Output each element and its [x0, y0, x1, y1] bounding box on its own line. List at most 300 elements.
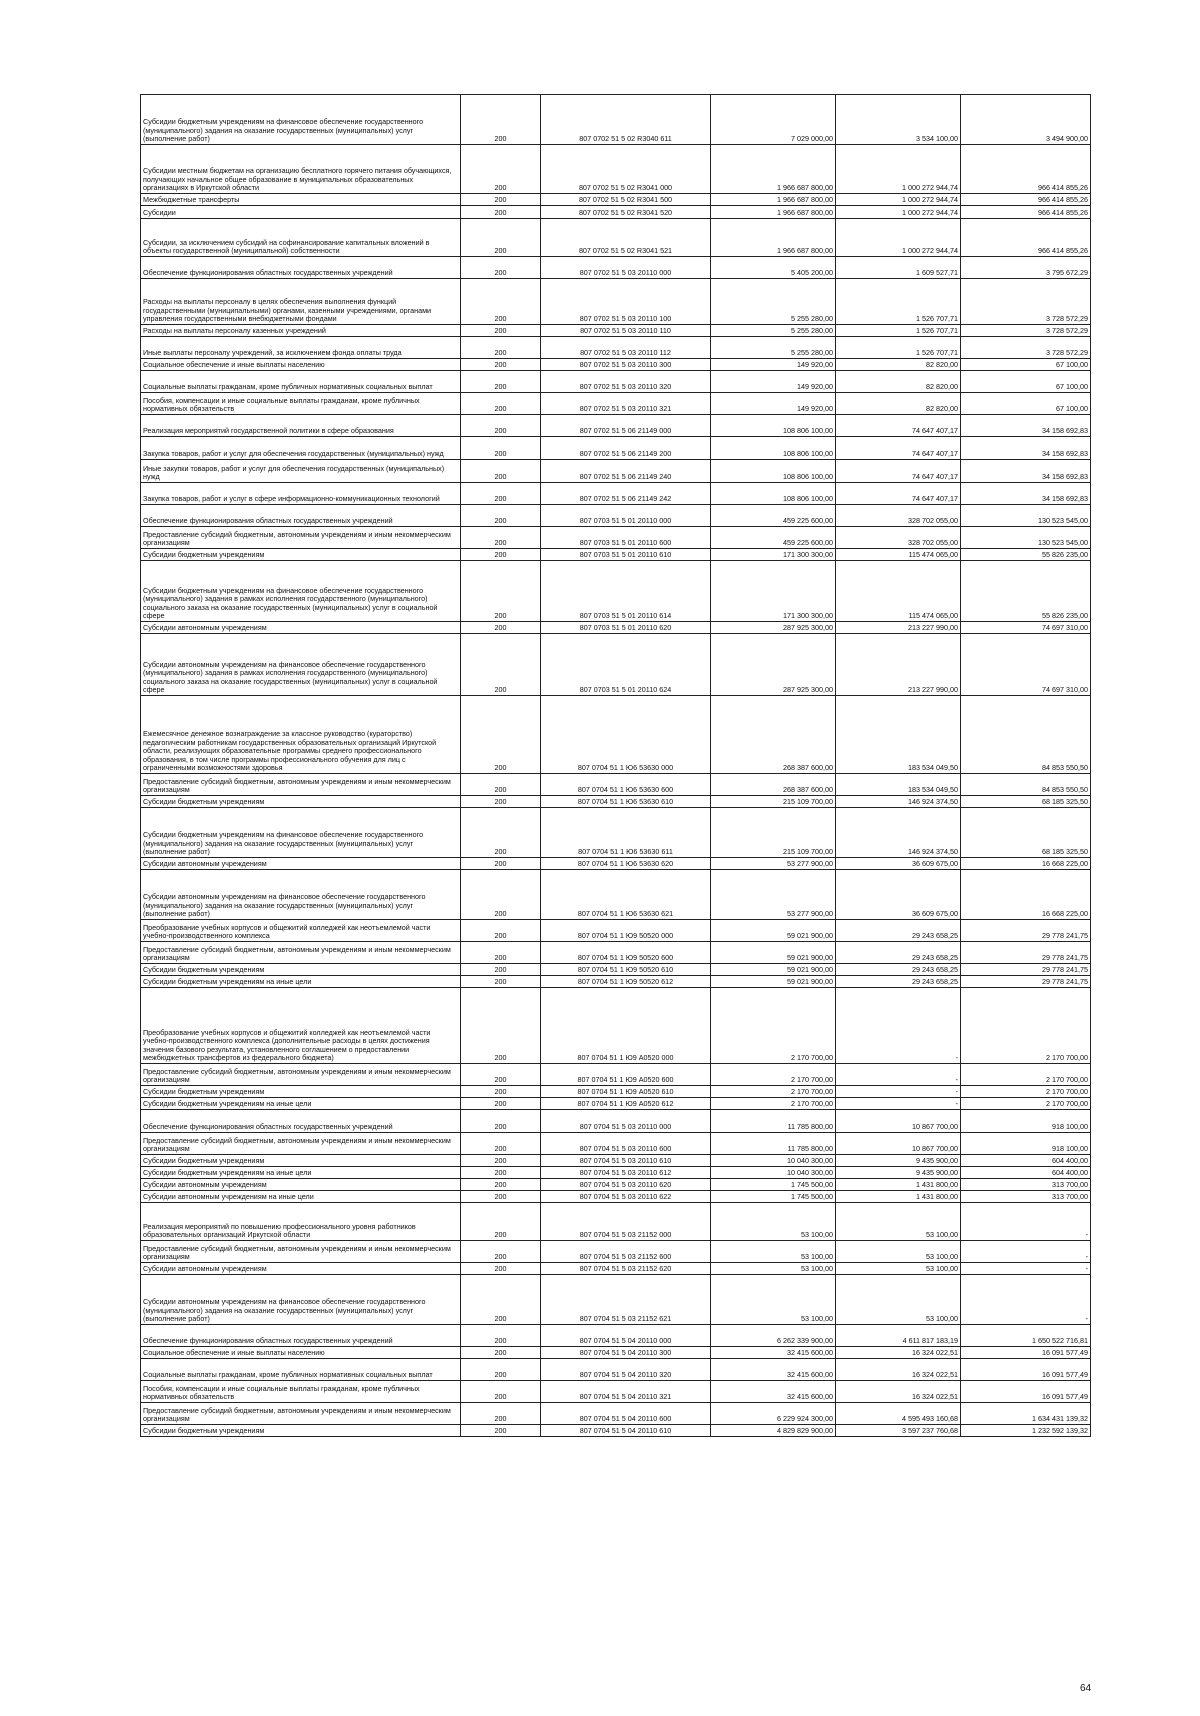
- approved-amount-cell: 149 920,00: [711, 393, 836, 415]
- table-row: [141, 527, 1091, 549]
- line-code-cell: 200: [461, 337, 541, 359]
- executed-amount-cell: 16 324 022,51: [836, 1359, 961, 1381]
- table-row: [141, 796, 1091, 808]
- expense-name-cell: Закупка товаров, работ и услуг для обеспечения государственных (муниципальных) нужд: [141, 437, 461, 460]
- expense-name-cell: Реализация мероприятий по повышению профессионального уровня работников образовательных организаций Иркутской области: [141, 1203, 461, 1241]
- approved-amount-cell: 5 255 280,00: [711, 337, 836, 359]
- expense-name-cell: Субсидии бюджетным учреждениям: [141, 964, 461, 976]
- line-code-cell: 200: [461, 622, 541, 634]
- approved-amount-cell: 53 100,00: [711, 1275, 836, 1325]
- executed-amount-cell: 328 702 055,00: [836, 505, 961, 527]
- expense-name-cell: Субсидии местным бюджетам на организацию бесплатного горячего питания обучающихся, получающих начальное общее образование в муниципальных образовательных организациях в Иркутской области: [141, 145, 461, 194]
- line-code-cell: 200: [461, 194, 541, 206]
- expense-name-cell: Социальные выплаты гражданам, кроме публичных нормативных социальных выплат: [141, 371, 461, 393]
- executed-amount-cell: 53 100,00: [836, 1263, 961, 1275]
- table-row: [141, 549, 1091, 561]
- budget-class-code-cell: 807 0704 51 1 Ю9 50520 612: [541, 976, 711, 988]
- budget-class-code-cell: 807 0703 51 5 01 20110 610: [541, 549, 711, 561]
- budget-class-code-cell: 807 0704 51 5 04 20110 000: [541, 1325, 711, 1347]
- expense-name-cell: Пособия, компенсации и иные социальные выплаты гражданам, кроме публичных нормативных обязательств: [141, 1381, 461, 1403]
- line-code-cell: 200: [461, 527, 541, 549]
- table-row: [141, 483, 1091, 505]
- expense-name-cell: Субсидии автономным учреждениям на финансовое обеспечение государственного (муниципального) задания в рамках исполнения государственного (муниципального) социального заказа на оказание государственных (муниципальных) услуг в социальной сфере: [141, 634, 461, 696]
- approved-amount-cell: 6 262 339 900,00: [711, 1325, 836, 1347]
- approved-amount-cell: 59 021 900,00: [711, 964, 836, 976]
- expense-name-cell: Предоставление субсидий бюджетным, автономным учреждениям и иным некоммерческим организациям: [141, 774, 461, 796]
- approved-amount-cell: 32 415 600,00: [711, 1381, 836, 1403]
- expense-name-cell: Социальное обеспечение и иные выплаты населению: [141, 1347, 461, 1359]
- budget-class-code-cell: 807 0702 51 5 03 20110 300: [541, 359, 711, 371]
- table-row: [141, 257, 1091, 279]
- line-code-cell: 200: [461, 460, 541, 483]
- table-row: [141, 1425, 1091, 1437]
- line-code-cell: 200: [461, 325, 541, 337]
- table-row: [141, 460, 1091, 483]
- unexecuted-amount-cell: 29 778 241,75: [961, 964, 1091, 976]
- budget-class-code-cell: 807 0704 51 1 Ю6 53630 000: [541, 696, 711, 774]
- unexecuted-amount-cell: 29 778 241,75: [961, 976, 1091, 988]
- unexecuted-amount-cell: 3 728 572,29: [961, 337, 1091, 359]
- unexecuted-amount-cell: 16 091 577,49: [961, 1381, 1091, 1403]
- budget-class-code-cell: 807 0704 51 5 03 21152 600: [541, 1241, 711, 1263]
- budget-class-code-cell: 807 0704 51 5 04 20110 610: [541, 1425, 711, 1437]
- approved-amount-cell: 215 109 700,00: [711, 808, 836, 858]
- expense-name-cell: Субсидии бюджетным учреждениям: [141, 549, 461, 561]
- expense-name-cell: Субсидии автономным учреждениям: [141, 1179, 461, 1191]
- line-code-cell: 200: [461, 1403, 541, 1425]
- line-code-cell: 200: [461, 1086, 541, 1098]
- line-code-cell: 200: [461, 964, 541, 976]
- table-row: [141, 1275, 1091, 1325]
- table-row: [141, 206, 1091, 219]
- line-code-cell: 200: [461, 988, 541, 1064]
- table-row: [141, 1155, 1091, 1167]
- expense-name-cell: Обеспечение функционирования областных государственных учреждений: [141, 1325, 461, 1347]
- executed-amount-cell: 1 431 800,00: [836, 1191, 961, 1203]
- executed-amount-cell: 4 595 493 160,68: [836, 1403, 961, 1425]
- budget-class-code-cell: 807 0704 51 5 03 20110 600: [541, 1133, 711, 1155]
- line-code-cell: 200: [461, 858, 541, 870]
- expense-name-cell: Субсидии бюджетным учреждениям: [141, 1425, 461, 1437]
- line-code-cell: 200: [461, 279, 541, 325]
- unexecuted-amount-cell: 2 170 700,00: [961, 1064, 1091, 1086]
- budget-class-code-cell: 807 0702 51 5 03 20110 110: [541, 325, 711, 337]
- approved-amount-cell: 2 170 700,00: [711, 988, 836, 1064]
- unexecuted-amount-cell: 1 232 592 139,32: [961, 1425, 1091, 1437]
- executed-amount-cell: 16 324 022,51: [836, 1381, 961, 1403]
- table-row: [141, 194, 1091, 206]
- unexecuted-amount-cell: 604 400,00: [961, 1155, 1091, 1167]
- unexecuted-amount-cell: 34 158 692,83: [961, 460, 1091, 483]
- budget-class-code-cell: 807 0702 51 5 02 R3041 000: [541, 145, 711, 194]
- budget-class-code-cell: 807 0704 51 5 03 20110 622: [541, 1191, 711, 1203]
- unexecuted-amount-cell: 67 100,00: [961, 393, 1091, 415]
- table-row: [141, 942, 1091, 964]
- approved-amount-cell: 32 415 600,00: [711, 1347, 836, 1359]
- table-row: [141, 219, 1091, 257]
- table-row: [141, 634, 1091, 696]
- budget-class-code-cell: 807 0702 51 5 03 20110 321: [541, 393, 711, 415]
- expense-name-cell: Предоставление субсидий бюджетным, автономным учреждениям и иным некоммерческим организациям: [141, 1133, 461, 1155]
- unexecuted-amount-cell: 966 414 855,26: [961, 219, 1091, 257]
- executed-amount-cell: 53 100,00: [836, 1203, 961, 1241]
- budget-class-code-cell: 807 0704 51 5 04 20110 321: [541, 1381, 711, 1403]
- line-code-cell: 200: [461, 219, 541, 257]
- expense-name-cell: Предоставление субсидий бюджетным, автономным учреждениям и иным некоммерческим организациям: [141, 1403, 461, 1425]
- executed-amount-cell: 328 702 055,00: [836, 527, 961, 549]
- line-code-cell: 200: [461, 1203, 541, 1241]
- approved-amount-cell: 287 925 300,00: [711, 634, 836, 696]
- line-code-cell: 200: [461, 1275, 541, 1325]
- line-code-cell: 200: [461, 1263, 541, 1275]
- line-code-cell: 200: [461, 257, 541, 279]
- unexecuted-amount-cell: 2 170 700,00: [961, 1086, 1091, 1098]
- budget-class-code-cell: 807 0703 51 5 01 20110 624: [541, 634, 711, 696]
- table-row: [141, 371, 1091, 393]
- expense-name-cell: Субсидии бюджетным учреждениям: [141, 1086, 461, 1098]
- budget-class-code-cell: 807 0703 51 5 01 20110 000: [541, 505, 711, 527]
- approved-amount-cell: 268 387 600,00: [711, 774, 836, 796]
- line-code-cell: 200: [461, 145, 541, 194]
- table-row: [141, 1325, 1091, 1347]
- approved-amount-cell: 171 300 300,00: [711, 549, 836, 561]
- unexecuted-amount-cell: -: [961, 1203, 1091, 1241]
- budget-class-code-cell: 807 0702 51 5 02 R3041 521: [541, 219, 711, 257]
- budget-execution-table: [140, 94, 1091, 1437]
- approved-amount-cell: 59 021 900,00: [711, 976, 836, 988]
- budget-class-code-cell: 807 0702 51 5 03 20110 112: [541, 337, 711, 359]
- line-code-cell: 200: [461, 920, 541, 942]
- table-row: [141, 279, 1091, 325]
- approved-amount-cell: 59 021 900,00: [711, 920, 836, 942]
- unexecuted-amount-cell: 55 826 235,00: [961, 549, 1091, 561]
- budget-class-code-cell: 807 0702 51 5 06 21149 242: [541, 483, 711, 505]
- executed-amount-cell: 9 435 900,00: [836, 1167, 961, 1179]
- approved-amount-cell: 5 255 280,00: [711, 325, 836, 337]
- table-row: [141, 1179, 1091, 1191]
- approved-amount-cell: 7 029 000,00: [711, 95, 836, 145]
- unexecuted-amount-cell: 16 668 225,00: [961, 870, 1091, 920]
- expense-name-cell: Субсидии бюджетным учреждениям на финансовое обеспечение государственного (муниципального) задания на оказание государственных (муниципальных) услуг (выполнение работ): [141, 808, 461, 858]
- approved-amount-cell: 108 806 100,00: [711, 415, 836, 437]
- budget-class-code-cell: 807 0702 51 5 02 R3041 520: [541, 206, 711, 219]
- budget-class-code-cell: 807 0703 51 5 01 20110 600: [541, 527, 711, 549]
- expense-name-cell: Субсидии бюджетным учреждениям на иные цели: [141, 976, 461, 988]
- approved-amount-cell: 32 415 600,00: [711, 1359, 836, 1381]
- unexecuted-amount-cell: 55 826 235,00: [961, 561, 1091, 622]
- unexecuted-amount-cell: -: [961, 1275, 1091, 1325]
- budget-class-code-cell: 807 0703 51 5 01 20110 620: [541, 622, 711, 634]
- table-row: [141, 696, 1091, 774]
- table-row: [141, 988, 1091, 1064]
- budget-class-code-cell: 807 0702 51 5 06 21149 200: [541, 437, 711, 460]
- executed-amount-cell: 1 000 272 944,74: [836, 145, 961, 194]
- expense-name-cell: Предоставление субсидий бюджетным, автономным учреждениям и иным некоммерческим организациям: [141, 527, 461, 549]
- expense-name-cell: Субсидии автономным учреждениям: [141, 1263, 461, 1275]
- line-code-cell: 200: [461, 1241, 541, 1263]
- unexecuted-amount-cell: 966 414 855,26: [961, 194, 1091, 206]
- unexecuted-amount-cell: 84 853 550,50: [961, 696, 1091, 774]
- approved-amount-cell: 5 405 200,00: [711, 257, 836, 279]
- executed-amount-cell: 82 820,00: [836, 393, 961, 415]
- approved-amount-cell: 108 806 100,00: [711, 460, 836, 483]
- approved-amount-cell: 10 040 300,00: [711, 1155, 836, 1167]
- table-row: [141, 145, 1091, 194]
- executed-amount-cell: 146 924 374,50: [836, 808, 961, 858]
- budget-class-code-cell: 807 0704 51 1 Ю9 А0520 000: [541, 988, 711, 1064]
- executed-amount-cell: 82 820,00: [836, 359, 961, 371]
- expense-name-cell: Субсидии: [141, 206, 461, 219]
- executed-amount-cell: 213 227 990,00: [836, 622, 961, 634]
- expense-name-cell: Иные закупки товаров, работ и услуг для обеспечения государственных (муниципальных) нужд: [141, 460, 461, 483]
- unexecuted-amount-cell: 130 523 545,00: [961, 527, 1091, 549]
- expense-name-cell: Предоставление субсидий бюджетным, автономным учреждениям и иным некоммерческим организациям: [141, 1064, 461, 1086]
- table-row: [141, 808, 1091, 858]
- table-row: [141, 505, 1091, 527]
- approved-amount-cell: 11 785 800,00: [711, 1133, 836, 1155]
- expense-name-cell: Реализация мероприятий государственной политики в сфере образования: [141, 415, 461, 437]
- approved-amount-cell: 4 829 829 900,00: [711, 1425, 836, 1437]
- expense-name-cell: Обеспечение функционирования областных государственных учреждений: [141, 257, 461, 279]
- expense-name-cell: Предоставление субсидий бюджетным, автономным учреждениям и иным некоммерческим организациям: [141, 1241, 461, 1263]
- table-row: [141, 774, 1091, 796]
- expense-name-cell: Закупка товаров, работ и услуг в сфере информационно-коммуникационных технологий: [141, 483, 461, 505]
- unexecuted-amount-cell: 34 158 692,83: [961, 415, 1091, 437]
- approved-amount-cell: 53 100,00: [711, 1203, 836, 1241]
- table-row: [141, 1203, 1091, 1241]
- expense-name-cell: Социальные выплаты гражданам, кроме публичных нормативных социальных выплат: [141, 1359, 461, 1381]
- line-code-cell: 200: [461, 870, 541, 920]
- executed-amount-cell: 36 609 675,00: [836, 858, 961, 870]
- expense-name-cell: Субсидии бюджетным учреждениям: [141, 1155, 461, 1167]
- approved-amount-cell: 6 229 924 300,00: [711, 1403, 836, 1425]
- table-row: [141, 1110, 1091, 1133]
- unexecuted-amount-cell: 16 091 577,49: [961, 1347, 1091, 1359]
- expense-name-cell: Иные выплаты персоналу учреждений, за исключением фонда оплаты труда: [141, 337, 461, 359]
- budget-class-code-cell: 807 0702 51 5 02 R3040 611: [541, 95, 711, 145]
- table-row: [141, 1167, 1091, 1179]
- expense-name-cell: Субсидии автономным учреждениям на финансовое обеспечение государственного (муниципального) задания на оказание государственных (муниципальных) услуг (выполнение работ): [141, 870, 461, 920]
- line-code-cell: 200: [461, 634, 541, 696]
- approved-amount-cell: 108 806 100,00: [711, 437, 836, 460]
- unexecuted-amount-cell: 29 778 241,75: [961, 920, 1091, 942]
- budget-class-code-cell: 807 0703 51 5 01 20110 614: [541, 561, 711, 622]
- budget-class-code-cell: 807 0704 51 1 Ю6 53630 611: [541, 808, 711, 858]
- approved-amount-cell: 53 277 900,00: [711, 858, 836, 870]
- approved-amount-cell: 59 021 900,00: [711, 942, 836, 964]
- expense-name-cell: Субсидии автономным учреждениям на иные цели: [141, 1191, 461, 1203]
- unexecuted-amount-cell: 16 091 577,49: [961, 1359, 1091, 1381]
- executed-amount-cell: 3 534 100,00: [836, 95, 961, 145]
- expense-name-cell: Субсидии бюджетным учреждениям: [141, 796, 461, 808]
- line-code-cell: 200: [461, 1325, 541, 1347]
- approved-amount-cell: 2 170 700,00: [711, 1064, 836, 1086]
- line-code-cell: 200: [461, 359, 541, 371]
- budget-class-code-cell: 807 0704 51 1 Ю9 50520 610: [541, 964, 711, 976]
- unexecuted-amount-cell: 74 697 310,00: [961, 622, 1091, 634]
- executed-amount-cell: 29 243 658,25: [836, 964, 961, 976]
- executed-amount-cell: 1 000 272 944,74: [836, 194, 961, 206]
- approved-amount-cell: 2 170 700,00: [711, 1098, 836, 1110]
- budget-class-code-cell: 807 0704 51 1 Ю6 53630 600: [541, 774, 711, 796]
- approved-amount-cell: 2 170 700,00: [711, 1086, 836, 1098]
- approved-amount-cell: 1 745 500,00: [711, 1179, 836, 1191]
- line-code-cell: 200: [461, 1110, 541, 1133]
- line-code-cell: 200: [461, 696, 541, 774]
- approved-amount-cell: 1 966 687 800,00: [711, 194, 836, 206]
- executed-amount-cell: 1 609 527,71: [836, 257, 961, 279]
- table-row: [141, 920, 1091, 942]
- budget-class-code-cell: 807 0704 51 5 03 21152 000: [541, 1203, 711, 1241]
- table-row: [141, 1098, 1091, 1110]
- line-code-cell: 200: [461, 437, 541, 460]
- expense-name-cell: Субсидии бюджетным учреждениям на иные цели: [141, 1167, 461, 1179]
- approved-amount-cell: 53 100,00: [711, 1263, 836, 1275]
- table-row: [141, 415, 1091, 437]
- line-code-cell: 200: [461, 371, 541, 393]
- unexecuted-amount-cell: 68 185 325,50: [961, 796, 1091, 808]
- approved-amount-cell: 108 806 100,00: [711, 483, 836, 505]
- line-code-cell: 200: [461, 1064, 541, 1086]
- budget-class-code-cell: 807 0704 51 5 04 20110 300: [541, 1347, 711, 1359]
- table-row: [141, 561, 1091, 622]
- budget-class-code-cell: 807 0704 51 5 03 21152 621: [541, 1275, 711, 1325]
- expense-name-cell: Субсидии, за исключением субсидий на софинансирование капитальных вложений в объекты государственной (муниципальной) собственности: [141, 219, 461, 257]
- approved-amount-cell: 53 100,00: [711, 1241, 836, 1263]
- approved-amount-cell: 10 040 300,00: [711, 1167, 836, 1179]
- unexecuted-amount-cell: 604 400,00: [961, 1167, 1091, 1179]
- line-code-cell: 200: [461, 976, 541, 988]
- executed-amount-cell: 74 647 407,17: [836, 483, 961, 505]
- line-code-cell: 200: [461, 1098, 541, 1110]
- table-row: [141, 622, 1091, 634]
- unexecuted-amount-cell: 3 728 572,29: [961, 279, 1091, 325]
- line-code-cell: 200: [461, 1133, 541, 1155]
- approved-amount-cell: 268 387 600,00: [711, 696, 836, 774]
- unexecuted-amount-cell: 74 697 310,00: [961, 634, 1091, 696]
- executed-amount-cell: 16 324 022,51: [836, 1347, 961, 1359]
- budget-class-code-cell: 807 0704 51 1 Ю9 50520 000: [541, 920, 711, 942]
- approved-amount-cell: 149 920,00: [711, 371, 836, 393]
- executed-amount-cell: 146 924 374,50: [836, 796, 961, 808]
- executed-amount-cell: 1 526 707,71: [836, 279, 961, 325]
- unexecuted-amount-cell: 918 100,00: [961, 1110, 1091, 1133]
- budget-class-code-cell: 807 0704 51 5 04 20110 600: [541, 1403, 711, 1425]
- table-row: [141, 359, 1091, 371]
- executed-amount-cell: 29 243 658,25: [836, 920, 961, 942]
- table-row: [141, 393, 1091, 415]
- executed-amount-cell: 74 647 407,17: [836, 437, 961, 460]
- executed-amount-cell: 115 474 065,00: [836, 561, 961, 622]
- table-row: [141, 1263, 1091, 1275]
- table-row: [141, 1133, 1091, 1155]
- executed-amount-cell: 1 526 707,71: [836, 337, 961, 359]
- line-code-cell: 200: [461, 505, 541, 527]
- executed-amount-cell: 29 243 658,25: [836, 976, 961, 988]
- unexecuted-amount-cell: 918 100,00: [961, 1133, 1091, 1155]
- expense-name-cell: Расходы на выплаты персоналу в целях обеспечения выполнения функций государственными (муниципальными) органами, казенными учреждениями, органами управления государственными внебюджетными фондами: [141, 279, 461, 325]
- executed-amount-cell: 36 609 675,00: [836, 870, 961, 920]
- approved-amount-cell: 287 925 300,00: [711, 622, 836, 634]
- executed-amount-cell: -: [836, 1064, 961, 1086]
- line-code-cell: 200: [461, 1167, 541, 1179]
- line-code-cell: 200: [461, 415, 541, 437]
- executed-amount-cell: 74 647 407,17: [836, 460, 961, 483]
- table-row: [141, 976, 1091, 988]
- executed-amount-cell: 74 647 407,17: [836, 415, 961, 437]
- unexecuted-amount-cell: 2 170 700,00: [961, 988, 1091, 1064]
- approved-amount-cell: 459 225 600,00: [711, 527, 836, 549]
- budget-class-code-cell: 807 0704 51 1 Ю9 А0520 600: [541, 1064, 711, 1086]
- unexecuted-amount-cell: 34 158 692,83: [961, 437, 1091, 460]
- table-row: [141, 437, 1091, 460]
- table-row: [141, 1381, 1091, 1403]
- executed-amount-cell: 115 474 065,00: [836, 549, 961, 561]
- executed-amount-cell: 183 534 049,50: [836, 774, 961, 796]
- expense-name-cell: Преобразование учебных корпусов и общежитий колледжей как неотъемлемой части учебно-производственного комплекса (дополнительные расходы в целях достижения значения базового результата, установленного соглашением о предоставлении межбюджетных трансфертов из федерального бюджета): [141, 988, 461, 1064]
- budget-class-code-cell: 807 0704 51 5 03 20110 612: [541, 1167, 711, 1179]
- line-code-cell: 200: [461, 561, 541, 622]
- budget-class-code-cell: 807 0704 51 1 Ю6 53630 610: [541, 796, 711, 808]
- executed-amount-cell: 1 431 800,00: [836, 1179, 961, 1191]
- executed-amount-cell: 53 100,00: [836, 1241, 961, 1263]
- budget-class-code-cell: 807 0702 51 5 06 21149 000: [541, 415, 711, 437]
- line-code-cell: 200: [461, 1155, 541, 1167]
- executed-amount-cell: -: [836, 988, 961, 1064]
- budget-class-code-cell: 807 0704 51 5 03 20110 610: [541, 1155, 711, 1167]
- unexecuted-amount-cell: 84 853 550,50: [961, 774, 1091, 796]
- table-row: [141, 1064, 1091, 1086]
- line-code-cell: 200: [461, 1359, 541, 1381]
- unexecuted-amount-cell: 3 728 572,29: [961, 325, 1091, 337]
- expense-name-cell: Межбюджетные трансферты: [141, 194, 461, 206]
- budget-class-code-cell: 807 0704 51 1 Ю9 А0520 610: [541, 1086, 711, 1098]
- expense-name-cell: Пособия, компенсации и иные социальные выплаты гражданам, кроме публичных нормативных обязательств: [141, 393, 461, 415]
- executed-amount-cell: 3 597 237 760,68: [836, 1425, 961, 1437]
- table-row: [141, 1241, 1091, 1263]
- approved-amount-cell: 5 255 280,00: [711, 279, 836, 325]
- approved-amount-cell: 53 277 900,00: [711, 870, 836, 920]
- line-code-cell: 200: [461, 483, 541, 505]
- line-code-cell: 200: [461, 549, 541, 561]
- budget-class-code-cell: 807 0704 51 1 Ю9 А0520 612: [541, 1098, 711, 1110]
- expense-name-cell: Расходы на выплаты персоналу казенных учреждений: [141, 325, 461, 337]
- executed-amount-cell: 1 526 707,71: [836, 325, 961, 337]
- expense-name-cell: Субсидии автономным учреждениям на финансовое обеспечение государственного (муниципального) задания на оказание государственных (муниципальных) услуг (выполнение работ): [141, 1275, 461, 1325]
- expense-name-cell: Субсидии автономным учреждениям: [141, 622, 461, 634]
- unexecuted-amount-cell: 67 100,00: [961, 359, 1091, 371]
- line-code-cell: 200: [461, 1425, 541, 1437]
- expense-name-cell: Обеспечение функционирования областных государственных учреждений: [141, 1110, 461, 1133]
- expense-name-cell: Предоставление субсидий бюджетным, автономным учреждениям и иным некоммерческим организациям: [141, 942, 461, 964]
- line-code-cell: 200: [461, 774, 541, 796]
- approved-amount-cell: 1 966 687 800,00: [711, 145, 836, 194]
- approved-amount-cell: 171 300 300,00: [711, 561, 836, 622]
- expense-name-cell: Субсидии бюджетным учреждениям на иные цели: [141, 1098, 461, 1110]
- table-row: [141, 1347, 1091, 1359]
- executed-amount-cell: 9 435 900,00: [836, 1155, 961, 1167]
- line-code-cell: 200: [461, 1381, 541, 1403]
- executed-amount-cell: 1 000 272 944,74: [836, 219, 961, 257]
- approved-amount-cell: 1 966 687 800,00: [711, 219, 836, 257]
- approved-amount-cell: 1 966 687 800,00: [711, 206, 836, 219]
- table-row: [141, 1359, 1091, 1381]
- unexecuted-amount-cell: 966 414 855,26: [961, 145, 1091, 194]
- executed-amount-cell: 10 867 700,00: [836, 1110, 961, 1133]
- budget-class-code-cell: 807 0704 51 1 Ю6 53630 620: [541, 858, 711, 870]
- executed-amount-cell: 10 867 700,00: [836, 1133, 961, 1155]
- line-code-cell: 200: [461, 808, 541, 858]
